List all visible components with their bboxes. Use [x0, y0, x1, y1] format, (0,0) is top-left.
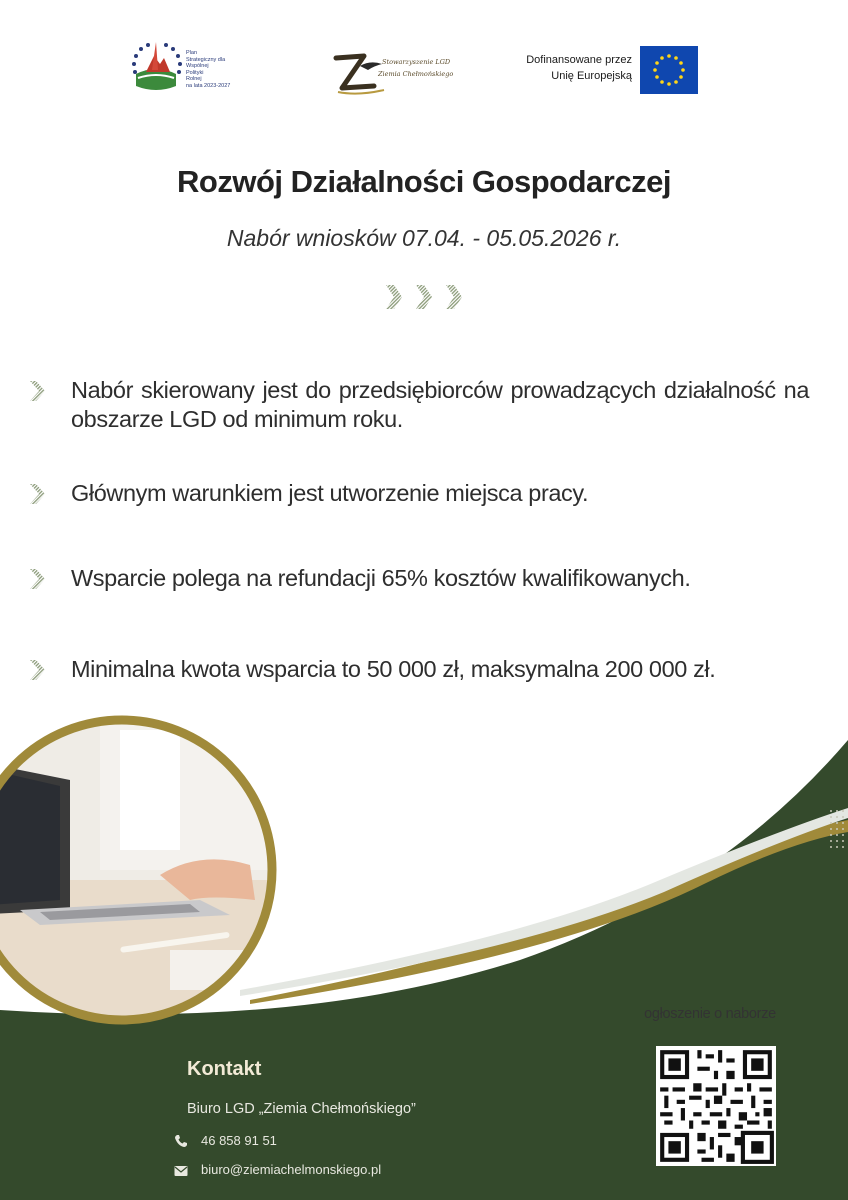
list-item	[28, 564, 810, 593]
bullet-text: Wsparcie polega na refundacji 65% kosztów kwalifikowanych.	[71, 565, 691, 591]
bullet-text: Głównym warunkiem jest utworzenie miejsca pracy.	[71, 480, 589, 506]
chevron-bullet-icon	[28, 659, 48, 681]
page-subtitle: Nabór wniosków 07.04. - 05.05.2026 r.	[226, 225, 622, 251]
phone-icon	[174, 1134, 188, 1148]
lgd-logo	[330, 44, 460, 100]
chevron-bullet-icon	[28, 568, 48, 590]
eu-logo	[518, 44, 698, 96]
psp-emblem-icon	[126, 34, 186, 96]
contact-email[interactable]: biuro@ziemiachelmonskiego.pl	[201, 1162, 382, 1177]
contact-phone[interactable]: 46 858 91 51	[201, 1133, 277, 1148]
dots-pattern	[828, 810, 848, 850]
bullet-text: Nabór skierowany jest do przedsiębiorców prowadzących działalność na obszarze LGD od minimum roku.	[71, 377, 809, 432]
lgd-logo-line2: Ziemia Chełmońskiego	[378, 70, 454, 78]
eu-logo-line1: Dofinansowane przez	[526, 54, 632, 66]
chevron-bullet-icon	[28, 483, 48, 505]
list-item	[28, 655, 810, 684]
psp-logo-text: Plan Strategiczny dla Wspólnej Polityki Rolnej na lata 2023-2027	[186, 50, 231, 89]
chevron-bullet-icon	[28, 380, 48, 402]
qr-code[interactable]	[656, 1046, 776, 1166]
laptop-photo	[0, 720, 280, 1030]
contact-office: Biuro LGD „Ziemia Chełmońskiego”	[187, 1101, 416, 1117]
bullet-text: Minimalna kwota wsparcia to 50 000 zł, maksymalna 200 000 zł.	[71, 656, 716, 682]
psp-logo	[126, 34, 246, 96]
list-item	[28, 479, 810, 508]
page-title: Rozwój Działalności Gospodarczej	[177, 164, 671, 199]
announcement-label: ogłoszenie o naborze	[644, 1006, 776, 1022]
eu-flag-icon	[640, 46, 698, 94]
mail-icon	[174, 1165, 188, 1177]
chevrons-divider-icon	[384, 283, 464, 311]
lgd-logo-line1: Stowarzyszenie LGD	[382, 58, 451, 66]
list-item	[28, 376, 810, 434]
contact-title: Kontakt	[187, 1058, 262, 1080]
eu-logo-line2: Unię Europejską	[551, 70, 632, 82]
